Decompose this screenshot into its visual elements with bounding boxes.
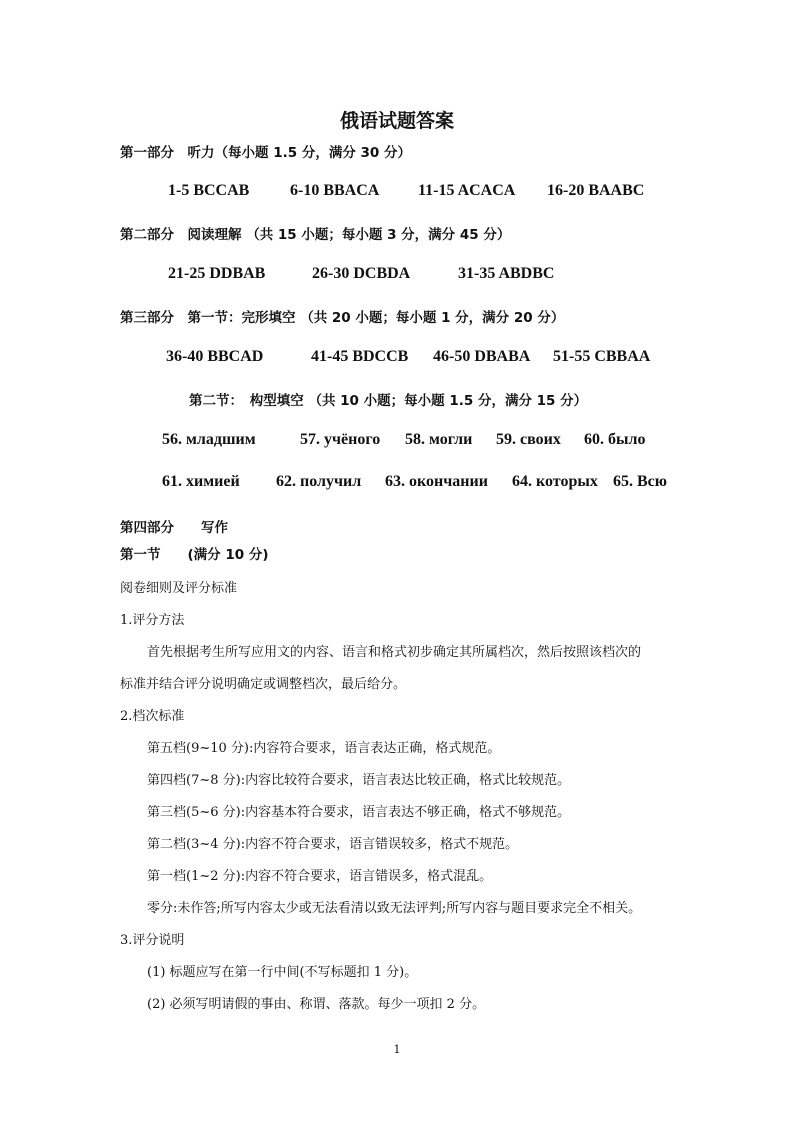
part3-answer: 36-40 BBCAD bbox=[166, 348, 264, 365]
part3-answer: 51-55 CBBAA bbox=[553, 348, 651, 365]
fill-answer: 62. получил bbox=[276, 473, 362, 490]
part1-answer: 11-15 ACACA bbox=[418, 182, 516, 199]
level-item: 第四档(7~8 分):内容比较符合要求，语言表达比较正确，格式比较规范。 bbox=[147, 773, 571, 788]
part3-answer: 41-45 BDCCB bbox=[311, 348, 409, 365]
part1-answer: 16-20 BAABC bbox=[547, 182, 645, 199]
level-item: 第二档(3~4 分):内容不符合要求，语言错误较多，格式不规范。 bbox=[147, 837, 519, 852]
method-text: 标准并结合评分说明确定或调整档次，最后给分。 bbox=[120, 677, 407, 692]
part1-answer: 1-5 BCCAB bbox=[168, 182, 250, 199]
part3-answer: 46-50 DBABA bbox=[433, 348, 531, 365]
fill-answer: 64. которых bbox=[512, 473, 598, 490]
fill-answer: 65. Всю bbox=[613, 473, 667, 490]
method-text: 首先根据考生所写应用文的内容、语言和格式初步确定其所属档次，然后按照该档次的 bbox=[147, 645, 642, 660]
rules-title: 阅卷细则及评分标准 bbox=[120, 581, 238, 596]
method-title: 1.评分方法 bbox=[120, 613, 185, 628]
part2-answer: 21-25 DDBAB bbox=[168, 265, 266, 282]
fill-answer: 57. учёного bbox=[300, 431, 381, 448]
level-item: 第一档(1~2 分):内容不符合要求，语言错误多，格式混乱。 bbox=[147, 869, 493, 884]
notes-title: 3.评分说明 bbox=[120, 933, 185, 948]
fill-answer: 59. своих bbox=[496, 431, 561, 448]
level-item: 第三档(5~6 分):内容基本符合要求，语言表达不够正确，格式不够规范。 bbox=[147, 805, 571, 820]
fill-answer: 60. было bbox=[584, 431, 646, 448]
levels-title: 2.档次标准 bbox=[120, 709, 185, 724]
part1-answer: 6-10 BBACA bbox=[290, 182, 380, 199]
fill-answer: 63. окончании bbox=[385, 473, 488, 490]
part3-section2-heading: 第二节： 构型填空 （共 10 小题；每小题 1.5 分，满分 15 分） bbox=[189, 393, 588, 409]
part2-answer: 26-30 DCBDA bbox=[312, 265, 411, 282]
fill-answer: 61. химией bbox=[162, 473, 240, 490]
part4-heading: 第四部分 写作 bbox=[120, 520, 228, 536]
page-number: 1 bbox=[393, 1043, 401, 1056]
note-item: (1) 标题应写在第一行中间(不写标题扣 1 分)。 bbox=[147, 965, 418, 980]
level-item: 第五档(9~10 分):内容符合要求，语言表达正确，格式规范。 bbox=[147, 741, 501, 756]
fill-answer: 58. могли bbox=[405, 431, 473, 448]
part3-heading: 第三部分 第一节：完形填空 （共 20 小题；每小题 1 分，满分 20 分） bbox=[120, 310, 565, 326]
part1-heading: 第一部分 听力（每小题 1.5 分，满分 30 分） bbox=[120, 145, 412, 161]
page-title: 俄语试题答案 bbox=[339, 110, 454, 132]
part2-answer: 31-35 ABDBC bbox=[458, 265, 555, 282]
fill-answer: 56. младшим bbox=[162, 431, 256, 448]
part4-section1-heading: 第一节 (满分 10 分) bbox=[120, 547, 269, 563]
note-item: (2) 必须写明请假的事由、称谓、落款。每少一项扣 2 分。 bbox=[147, 997, 486, 1012]
part2-heading: 第二部分 阅读理解 （共 15 小题；每小题 3 分，满分 45 分） bbox=[120, 227, 511, 243]
level-item: 零分:未作答;所写内容太少或无法看清以致无法评判;所写内容与题目要求完全不相关。 bbox=[147, 901, 642, 916]
